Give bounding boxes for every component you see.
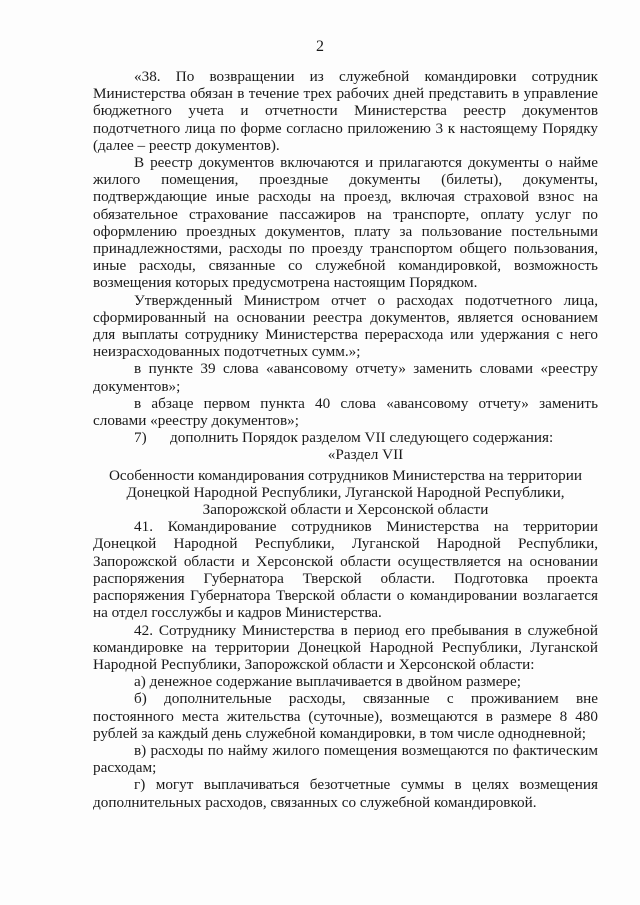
paragraph-39-amendment: в пункте 39 слова «авансовому отчету» заменить словами «реестру документов»; <box>93 360 598 395</box>
item-number: 7) <box>134 429 147 447</box>
item-text: дополнить Порядок разделом VII следующего содержания: <box>170 429 554 447</box>
paragraph-41: 41. Командирование сотрудников Министерства на территории Донецкой Народной Республики, Луганской Народной Республики, Запорожской области и Херсонской области осуществляется на основании распоряжения Губернатора Тверской области. Подготовка проекта распоряжения Губернатора Тверской области о командировании возлагается на отдел госслужбы и кадров Министерства. <box>93 518 598 622</box>
paragraph-42-b: б) дополнительные расходы, связанные с проживанием вне постоянного места жительства (суточные), возмещаются в размере 8 480 рублей за каждый день служебной командировки, в том числе однодневной; <box>93 690 598 742</box>
document-body <box>93 68 598 811</box>
paragraph-42-d: г) могут выплачиваться безотчетные суммы в целях возмещения дополнительных расходов, связанных со служебной командировкой. <box>93 776 598 811</box>
paragraph-42-c: в) расходы по найму жилого помещения возмещаются по фактическим расходам; <box>93 741 598 777</box>
paragraph-38: «38. По возвращении из служебной командировки сотрудник Министерства обязан в течение трех рабочих дней представить в управление бюджетного учета и отчетности Министерства реестр документов подотчетного лица по форме согласно приложению 3 к настоящему Порядку (далее – реестр документов). <box>93 68 598 154</box>
paragraph-42-a: а) денежное содержание выплачивается в двойном размере; <box>134 673 521 691</box>
page-number: 2 <box>316 38 324 55</box>
paragraph-42: 42. Сотруднику Министерства в период его пребывания в служебной командировке на территории Донецкой Народной Республики, Луганской Народной Республики, Запорожской области и Херсонской области: <box>93 621 598 673</box>
section-heading: «Раздел VII <box>327 446 404 464</box>
paragraph-38-documents: В реестр документов включаются и прилагаются документы о найме жилого помещения, проездные документы (билеты), документы, подтверждающие иные расходы на проезд, включая страховой взнос на обязательное страхование пассажиров на транспорте, оплату услуг по оформлению проездных документов, плату за пользование постельными принадлежностями, расходы по проезду транспортом общего пользования, иные расходы, связанные со служебной командировкой, возможность возмещения которых предусмотрена настоящим Порядком. <box>93 154 598 292</box>
paragraph-7-amendment <box>93 429 598 446</box>
paragraph-40-amendment: в абзаце первом пункта 40 слова «авансовому отчету» заменить словами «реестру документов»; <box>93 394 598 430</box>
section-title: Особенности командирования сотрудников Министерства на территории Донецкой Народной Республики, Луганской Народной Республики, Запорожской области и Херсонской области <box>108 466 583 519</box>
paragraph-38-report: Утвержденный Министром отчет о расходах подотчетного лица, сформированный на основании реестра документов, является основанием для выплаты сотруднику Министерства перерасхода или удержания с него неизрасходованных подотчетных сумм.»; <box>93 291 598 361</box>
